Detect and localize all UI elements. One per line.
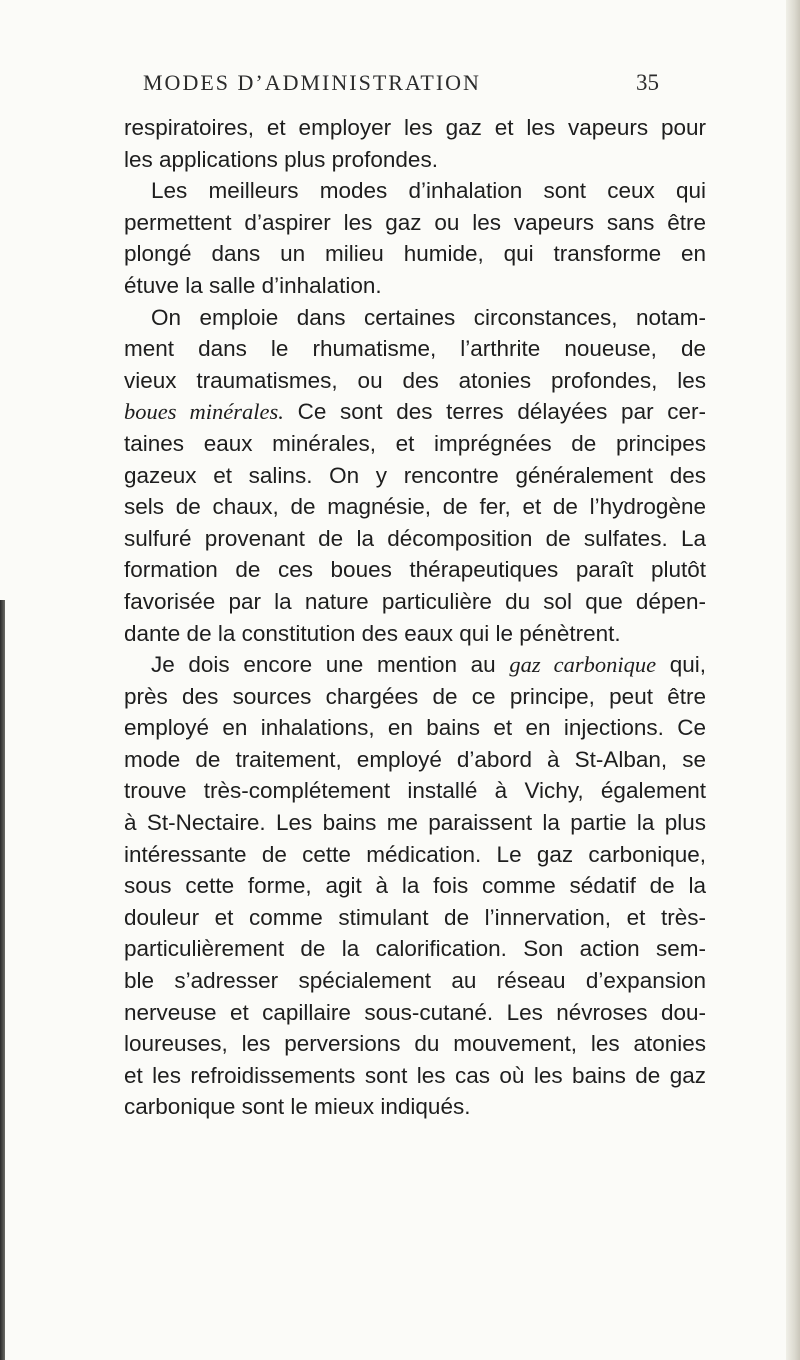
text-line: mode de traitement, employé d’abord à St-Alban, se [124, 746, 706, 772]
text-line: intéressante de cette médication. Le gaz carbonique, [124, 841, 706, 867]
text-line: près des sources chargées de ce principe, peut être [124, 683, 706, 709]
page-number: 35 [636, 70, 659, 95]
page-header [0, 62, 800, 102]
text-line: favorisée par la nature particulière du sol que dépen- [124, 588, 706, 614]
text-line: sels de chaux, de magnésie, de fer, et de l’hydrogène [124, 494, 706, 520]
text-line: permettent d’aspirer les gaz ou les vapeurs sans être [124, 209, 706, 235]
text-line: taines eaux minérales, et imprégnées de principes [124, 430, 706, 456]
text-line: trouve très-complétement installé à Vichy, également [124, 778, 706, 804]
running-title: MODES D’ADMINISTRATION [143, 70, 481, 95]
text-line: à St-Nectaire. Les bains me paraissent la partie la plus [124, 810, 706, 836]
text-segment: Je dois encore une mention au [151, 652, 510, 678]
text-line: nerveuse et capillaire sous-cutané. Les névroses dou- [124, 999, 706, 1025]
text-line: plongé dans un milieu humide, qui transforme en [124, 241, 706, 267]
text-line: vieux traumatismes, ou des atonies profondes, les [124, 367, 706, 393]
text-line: sulfuré provenant de la décomposition de sulfates. La [124, 525, 706, 551]
text-line: On emploie dans certaines circonstances, notam- [151, 304, 706, 330]
text-line: ment dans le rhumatisme, l’arthrite noueuse, de [124, 336, 706, 362]
text-line: employé en inhalations, en bains et en injections. Ce [124, 715, 706, 741]
text-line: carbonique sont le mieux indiqués. [124, 1094, 471, 1120]
text-line: Les meilleurs modes d’inhalation sont ceux qui [151, 178, 706, 204]
text-segment: qui, [656, 652, 706, 678]
italic-term: boues minérales. [124, 399, 284, 425]
text-segment: Ce sont des terres délayées par cer- [283, 399, 706, 425]
page-edge-left [0, 600, 5, 1360]
text-line [124, 396, 706, 428]
text-line: sous cette forme, agit à la fois comme sédatif de la [124, 873, 706, 899]
text-line [124, 649, 706, 681]
text-line: les applications plus profondes. [124, 146, 438, 172]
page-edge-right [786, 0, 800, 1360]
text-line: douleur et comme stimulant de l’innervation, et très- [124, 904, 706, 930]
text-line: loureuses, les perversions du mouvement, les atonies [124, 1031, 706, 1057]
text-line: étuve la salle d’inhalation. [124, 272, 382, 298]
text-line: et les refroidissements sont les cas où les bains de gaz [124, 1062, 706, 1088]
italic-term: gaz carbonique [509, 652, 657, 678]
text-line: ble s’adresser spécialement au réseau d’expansion [124, 968, 706, 994]
body-text [124, 112, 706, 1123]
text-line: gazeux et salins. On y rencontre généralement des [124, 462, 706, 488]
text-line: respiratoires, et employer les gaz et les vapeurs pour [124, 115, 706, 140]
text-line: formation de ces boues thérapeutiques paraît plutôt [124, 557, 706, 583]
text-line: dante de la constitution des eaux qui le pénètrent. [124, 620, 621, 646]
text-line: particulièrement de la calorification. Son action sem- [124, 936, 706, 962]
